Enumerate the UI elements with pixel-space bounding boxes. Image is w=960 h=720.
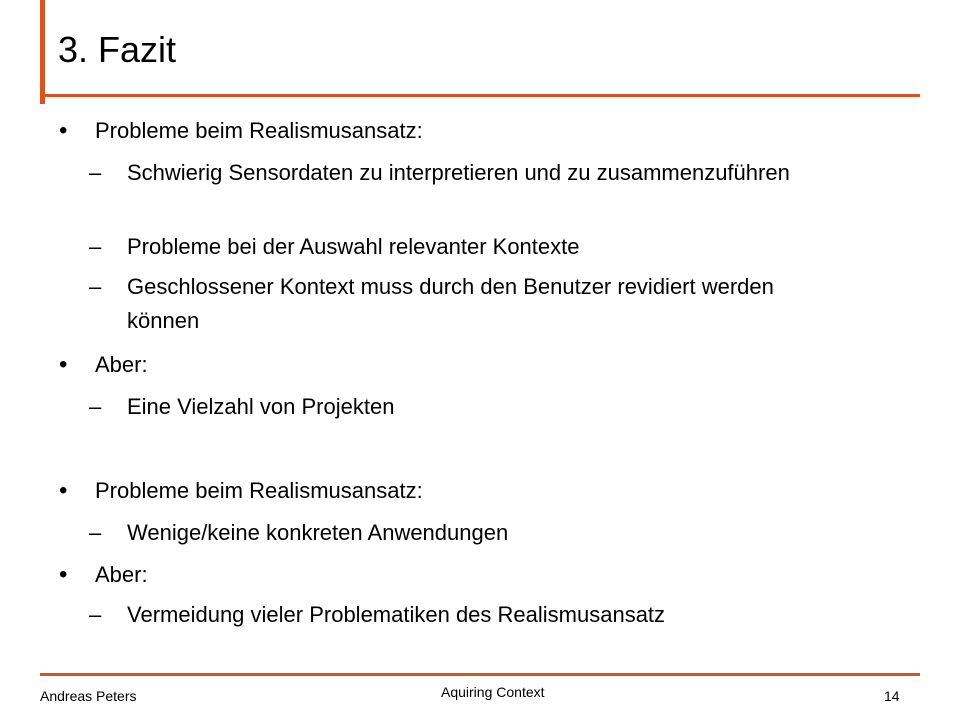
dash-marker: – — [89, 160, 102, 185]
bullet-marker: • — [59, 117, 68, 144]
bullet-text: Aber: — [95, 352, 148, 377]
bullet-item — [59, 348, 148, 382]
sub-item — [89, 516, 847, 550]
footer-author: Andreas Peters — [40, 688, 137, 704]
dash-marker: – — [89, 602, 102, 627]
footer-page-number: 14 — [884, 688, 900, 704]
sub-item — [89, 230, 847, 264]
sub-item-text: Schwierig Sensordaten zu interpretieren und zu zusammenzuführen — [127, 160, 790, 185]
sub-item-text: Vermeidung vieler Problematiken des Realismusansatz — [127, 602, 666, 627]
sub-item — [89, 598, 847, 632]
dash-marker: – — [89, 520, 102, 545]
bullet-marker: • — [59, 561, 68, 588]
dash-marker: – — [89, 274, 102, 299]
bullet-text: Aber: — [95, 562, 148, 587]
sub-item-text: Geschlossener Kontext muss durch den Benutzer revidiert werden können — [127, 274, 774, 333]
sub-item-text: Eine Vielzahl von Projekten — [127, 394, 395, 419]
sub-item — [89, 156, 847, 190]
bullet-text: Probleme beim Realismusansatz: — [95, 478, 423, 503]
slide-title: 3. Fazit — [58, 29, 177, 70]
footer-rule — [40, 673, 920, 676]
sub-item — [89, 390, 847, 424]
footer-topic: Aquiring Context — [441, 684, 545, 700]
sub-item-text: Wenige/keine konkreten Anwendungen — [127, 520, 509, 545]
dash-marker: – — [89, 394, 102, 419]
bullet-item — [59, 558, 148, 592]
bullet-marker: • — [59, 477, 68, 504]
bullet-item — [59, 474, 423, 508]
dash-marker: – — [89, 234, 102, 259]
bullet-item — [59, 114, 423, 148]
sub-item — [89, 270, 847, 338]
sub-item-text: Probleme bei der Auswahl relevanter Kontexte — [127, 234, 580, 259]
bullet-marker: • — [59, 351, 68, 378]
bullet-text: Probleme beim Realismusansatz: — [95, 118, 423, 143]
